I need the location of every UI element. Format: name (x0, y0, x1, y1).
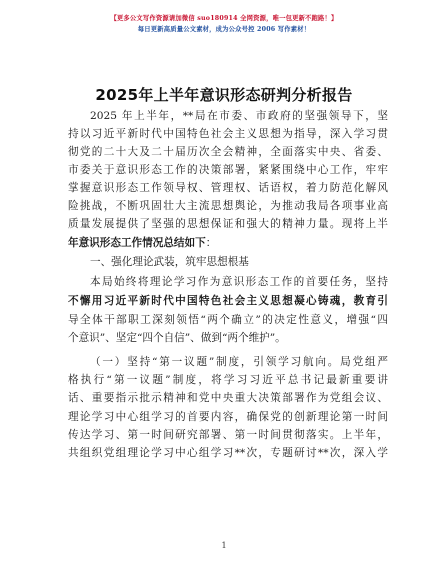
para1-line: 持以习近平新时代中国特色社会主义思想为指导，深入学习贯 (68, 128, 388, 140)
summary-phrase: 年意识形态工作情况总结如下 (68, 237, 206, 249)
para2-line: 导全体干部职工深刻领悟“两个确立”的决定性意义，增强“四 (68, 314, 388, 326)
section-heading-1: 一、强化理论武装，筑牢思想根基 (90, 256, 249, 268)
para3-line: 话、重要指示批示精神和党中央重大决策部署作为党组会议、 (68, 392, 388, 404)
page-number: 1 (221, 541, 227, 550)
para1-line: 市委关于意识形态工作的决策部署，紧紧围绕中心工作，牢牢 (68, 164, 388, 176)
para1-line: 质量发展提供了坚强的思想保证和强大的精神力量。现将上半 (68, 218, 388, 230)
para2-line: 本局始终将理论学习作为意识形态工作的首要任务，坚持 (90, 276, 388, 288)
para1-line: 彻党的二十大及二十届历次全会精神，全面落实中央、省委、 (68, 146, 388, 158)
document-title: 2025年上半年意识形态研判分析报告 (95, 86, 353, 104)
para1-line: 险挑战，不断巩固壮大主流思想舆论，为推动我局各项事业高 (68, 200, 388, 212)
para3-line: 共组织党组理论学习中心组学习**次，专题研讨**次，深入学 (68, 447, 388, 459)
para3-line: （一）坚持“第一议题”制度，引领学习航向。局党组严 (90, 356, 388, 368)
promo-banner-bottom: 每日更新高质量公文素材，成为公众号控 2006 写作素材！ (137, 26, 311, 33)
para1-line: 掌握意识形态工作领导权、管理权、话语权，着力防范化解风 (68, 182, 388, 194)
para3-line: 格执行“第一议题”制度，将学习习近平总书记最新重要讲 (68, 374, 388, 386)
para1-line-last: 年意识形态工作情况总结如下： (68, 237, 217, 249)
para1-line: 2025 年上半年，**局在市委、市政府的坚强领导下，坚 (90, 110, 388, 122)
para2-line: 个意识”、坚定“四个自信”、做到“两个维护”。 (68, 332, 286, 344)
para3-line: 理论学习中心组学习的首要内容，确保党的创新理论第一时间 (68, 411, 388, 423)
emphasis-phrase: 不懈用习近平新时代中国特色社会主义思想凝心铸魂 (68, 295, 342, 307)
para2-line: 不懈用习近平新时代中国特色社会主义思想凝心铸魂，教育引 (68, 295, 389, 307)
para3-line: 传达学习、第一时间研究部署、第一时间贯彻落实。上半年， (68, 429, 388, 441)
promo-banner-top: 【更多公文写作资源请加微信 suo180914 全网资源，唯一包更新不跑路！】 (110, 15, 338, 22)
